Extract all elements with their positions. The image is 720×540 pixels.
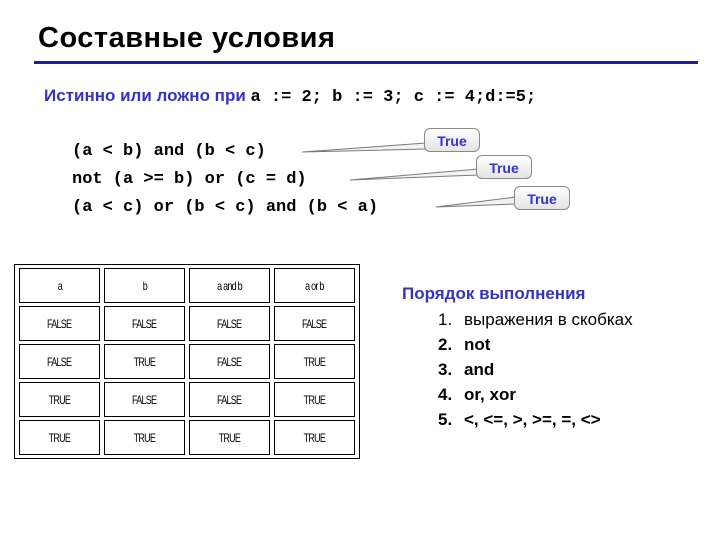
table-row (19, 344, 355, 379)
list-item-text: not (464, 335, 491, 354)
table-cell: TRUE (274, 344, 355, 379)
table-cell: FALSE (189, 306, 270, 341)
table-cell: TRUE (104, 344, 185, 379)
table-header-row (19, 268, 355, 303)
list-item-text: and (464, 360, 495, 379)
table-cell: TRUE (19, 382, 100, 417)
list-item (438, 357, 633, 382)
result-badge-2: True (476, 155, 532, 179)
list-item (438, 307, 633, 332)
table-cell: TRUE (19, 420, 100, 455)
table-row (19, 382, 355, 417)
callout-3-pointer (436, 197, 516, 207)
order-list (438, 307, 633, 432)
table-header-cell: a and b (189, 268, 270, 303)
table-header-cell: b (104, 268, 185, 303)
result-badge-3: True (514, 186, 570, 210)
truth-table (14, 264, 360, 459)
expression-1: (a < b) and (b < c) (72, 142, 266, 161)
list-item-number: 5. (438, 410, 453, 429)
list-item-number: 3. (438, 360, 453, 379)
table-cell: FALSE (19, 344, 100, 379)
question-text: Истинно или ложно при (44, 86, 251, 105)
list-item (438, 332, 633, 357)
table-cell: TRUE (274, 382, 355, 417)
order-title: Порядок выполнения (402, 284, 586, 303)
table-cell: TRUE (189, 420, 270, 455)
table-cell: FALSE (104, 382, 185, 417)
table-cell: FALSE (19, 306, 100, 341)
table-cell: FALSE (274, 306, 355, 341)
list-item (438, 382, 633, 407)
list-item-number: 2. (438, 335, 453, 354)
table-row (19, 420, 355, 455)
callout-1-pointer (302, 143, 426, 152)
list-item-number: 1. (438, 310, 453, 329)
expression-2: not (a >= b) or (c = d) (72, 170, 307, 189)
result-badge-1: True (424, 128, 480, 152)
table-cell: FALSE (104, 306, 185, 341)
slide-title: Составные условия (38, 22, 336, 54)
list-item-text: выражения в скобках (464, 310, 633, 329)
table-header-cell: a (19, 268, 100, 303)
table-cell: TRUE (104, 420, 185, 455)
question-line (44, 86, 536, 107)
question-values: a := 2; b := 3; c := 4;d:=5; (250, 88, 537, 107)
list-item-text: <, <=, >, >=, =, <> (464, 410, 601, 429)
table-row (19, 306, 355, 341)
title-underline (34, 61, 698, 64)
callout-2-pointer (350, 169, 478, 180)
list-item-text: or, xor (464, 385, 516, 404)
table-cell: FALSE (189, 382, 270, 417)
list-item (438, 407, 633, 432)
table-cell: TRUE (274, 420, 355, 455)
expression-3: (a < c) or (b < c) and (b < a) (72, 198, 379, 217)
list-item-number: 4. (438, 385, 453, 404)
table-cell: FALSE (189, 344, 270, 379)
table-header-cell: a or b (274, 268, 355, 303)
